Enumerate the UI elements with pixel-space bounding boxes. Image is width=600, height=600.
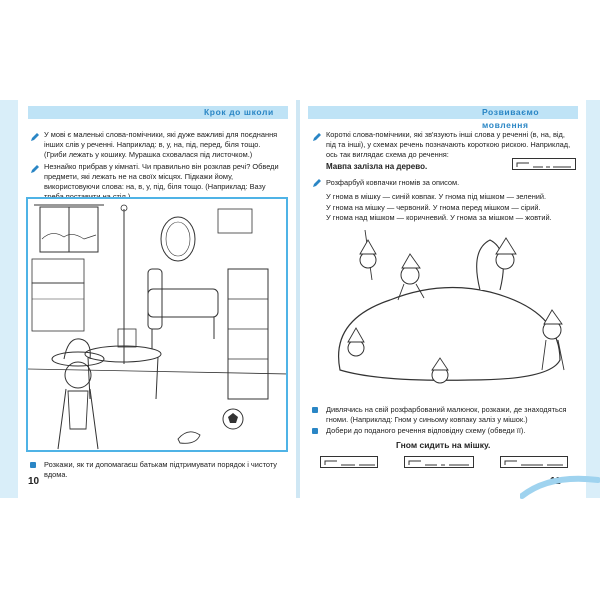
football-icon: [223, 409, 243, 429]
right-edge-strip: [586, 100, 600, 498]
left-edge-strip: [0, 100, 18, 498]
right-task2-text: Дивлячись на свій розфарбований малюнок, розкажи, де знаходяться гноми. (Наприклад: Гном у синьому ковпаку заліз у мішок.): [326, 405, 567, 424]
scheme-option-3[interactable]: [500, 456, 568, 468]
bird-icon: [178, 432, 200, 444]
right-page-number: 11: [550, 476, 561, 487]
bottom-margin: [0, 498, 600, 600]
pencil-icon: [30, 132, 40, 142]
room-illustration: [26, 197, 288, 452]
decorative-swirl: [520, 470, 600, 500]
scheme-option-1[interactable]: [320, 456, 378, 468]
bullet-marker: [30, 462, 36, 468]
right-header-title: Розвиваємо мовлення: [482, 107, 540, 130]
example-sentence-scheme: [512, 158, 576, 170]
bullet-marker: [312, 428, 318, 434]
mirror-icon: [161, 217, 195, 261]
scheme-option-2[interactable]: [404, 456, 474, 468]
gnome-description-line: У гнома на мішку — червоний. У гнома перед мішком — сірий.: [326, 202, 541, 212]
right-task1-text: Розфарбуй ковпачки гномів за описом.: [326, 178, 460, 187]
gnome-description-line: У гнома в мішку — синій ковпак. У гнома під мішком — зелений.: [326, 192, 547, 201]
boy-in-hat-icon: [52, 339, 104, 449]
main-sentence: Гном сидить на мішку.: [396, 440, 491, 450]
right-page: [300, 100, 586, 498]
scheme-lines: [321, 457, 379, 469]
scheme-lines: [513, 159, 577, 171]
left-page-number: 10: [28, 476, 40, 487]
gnomes-illustration: [320, 230, 575, 390]
left-intro-text: У мові є маленькі слова-помічники, які дуже важливі для поєднання інших слів у реченні. Наприклад: в, у, на, під, перед, біля тощо. (Гриби лежать у кошику. Мурашка сховалася під листочком.): [44, 130, 278, 159]
right-intro-text: Короткі слова-помічники, які зв'язують інші слова у реченні (в, на, від, під та інші), у схемах речень позначають короткою рискою. Наприклад, ось так виглядає схема до речення:: [326, 130, 571, 159]
left-task1-text: Незнайко прибрав у кімнаті. Чи правильно він розклав речі? Обведи предмети, які лежать не на своїх місцях. Підкажи йому, використовуючи слова: на, в, у, під, біля тощо. (Наприклад: Вазу: [44, 162, 279, 191]
gnome-icon: [496, 238, 516, 269]
shelf-icon: [228, 269, 268, 399]
pencil-icon: [312, 178, 322, 188]
room-drawing: [28, 199, 288, 452]
right-task3-text: Добери до поданого речення відповідну схему (обведи її).: [326, 426, 526, 435]
scheme-lines: [501, 457, 569, 469]
scheme-lines: [405, 457, 475, 469]
bed-icon: [148, 269, 218, 349]
bullet-marker: [312, 407, 318, 413]
left-page: [18, 100, 296, 498]
top-margin: [0, 0, 600, 100]
window-icon: [40, 207, 98, 252]
gnome-description-list: [326, 192, 581, 224]
gnome-icon: [360, 230, 376, 280]
pencil-icon: [30, 164, 40, 174]
example-sentence: Мавпа залізла на дерево.: [326, 162, 428, 171]
pencil-icon: [312, 132, 322, 142]
left-header-title: Крок до школи: [204, 107, 274, 117]
left-task2-text: Розкажи, як ти допомагаєш батькам підтримувати порядок і чистоту вдома.: [44, 460, 278, 479]
gnome-description-line: У гнома над мішком — коричневий. У гнома за мішком — жовтий.: [326, 213, 552, 222]
